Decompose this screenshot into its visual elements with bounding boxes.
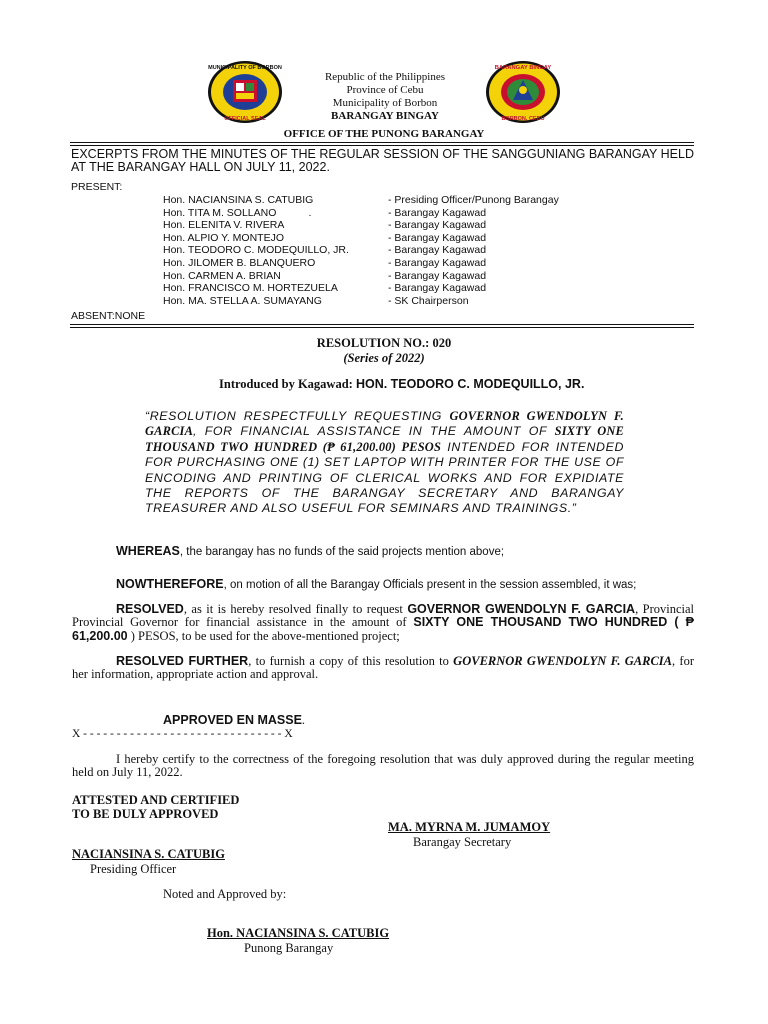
present-label: PRESENT: (71, 181, 123, 193)
resolution-series: (Series of 2022) (343, 351, 425, 365)
resolved-text-1: , as it is hereby resolved finally to request (183, 602, 408, 616)
presiding-title: Presiding Officer (90, 862, 177, 876)
quote-part-2: , FOR FINANCIAL ASSISTANCE IN THE AMOUNT OF (193, 424, 555, 439)
introduced-by-label: Introduced by Kagawad: (219, 377, 353, 391)
secretary-signature (388, 820, 550, 850)
member-role: - Barangay Kagawad (388, 244, 487, 257)
resolved-further-lead: RESOLVED FURTHER (116, 654, 249, 668)
introduced-by (219, 377, 584, 392)
member-name: Hon. CARMEN A. BRIAN (163, 269, 281, 282)
approved-dot: . (301, 713, 306, 727)
svg-text:OFFICIAL SEAL: OFFICIAL SEAL (224, 116, 266, 122)
nowtherefore-lead: NOWTHEREFORE (116, 577, 224, 591)
approved-en-masse (163, 713, 305, 728)
whereas-paragraph (72, 545, 694, 559)
absent-label: ABSENT:NONE (71, 310, 146, 322)
member-name: Hon. NACIANSINA S. CATUBIG (163, 194, 314, 206)
quote-part-1: “RESOLUTION RESPECTFULLY REQUESTING (145, 409, 450, 423)
secretary-title: Barangay Secretary (413, 835, 512, 849)
header-block (260, 71, 510, 123)
header-province: Province of Cebu (346, 84, 424, 96)
svg-text:BORBON, CEBU: BORBON, CEBU (501, 116, 545, 122)
member-name: Hon. TEODORO C. MODEQUILLO, JR. (163, 244, 349, 257)
svg-text:MUNICIPALITY OF BORBON: MUNICIPALITY OF BORBON (208, 65, 282, 71)
resolved-further-text-1: , to furnish a copy of this resolution to (248, 654, 454, 668)
nowtherefore-paragraph (72, 578, 694, 592)
punong-title: Punong Barangay (244, 941, 334, 955)
attested-line-2: TO BE DULY APPROVED (72, 807, 219, 821)
member-name: Hon. TITA M. SOLLANO . (163, 206, 312, 219)
header-municipality: Municipality of Borbon (332, 97, 438, 109)
member-name: Hon. ALPIO Y. MONTEJO (163, 231, 284, 244)
resolved-text-3: ) PESOS, to be used for the above-mentioned project; (127, 628, 400, 643)
member-row (163, 270, 559, 283)
member-row (163, 194, 559, 207)
minutes-intro: EXCERPTS FROM THE MINUTES OF THE REGULAR SESSION OF THE SANGGUNIANG BARANGAY HELD AT THE BARANGAY HALL ON JULY 11, 2022. (71, 147, 694, 174)
resolved-further-text-2: , for her information, appropriate action and approval. (72, 654, 695, 682)
resolved-amount: SIXTY ONE THOUSAND TWO HUNDRED ( ₱ 61,200.00 (72, 615, 695, 643)
resolution-number: RESOLUTION NO.: 020 (316, 336, 452, 350)
separator-x-line: X - - - - - - - - - - - - - - - - - - - - - - - - - - - - - - X (72, 728, 293, 740)
header-barangay: BARANGAY BINGAY (331, 110, 439, 122)
member-name: Hon. ELENITA V. RIVERA (163, 219, 285, 232)
attendance-list (163, 194, 559, 307)
quote-amount: SIXTY ONE THOUSAND TWO HUNDRED (₱ 61,200.00) PESOS (145, 424, 625, 454)
member-role: - SK Chairperson (388, 294, 469, 307)
introducer-name: HON. TEODORO C. MODEQUILLO, JR. (355, 377, 585, 391)
member-role: - Barangay Kagawad (388, 269, 487, 282)
member-row (163, 207, 559, 220)
whereas-lead: WHEREAS (116, 544, 180, 558)
member-name: Hon. MA. STELLA A. SUMAYANG (163, 294, 322, 307)
presiding-name: NACIANSINA S. CATUBIG (72, 847, 225, 861)
resolved-governor: GOVERNOR GWENDOLYN F. GARCIA (407, 602, 636, 616)
member-name: Hon. JILOMER B. BLANQUERO (163, 256, 316, 269)
attested-line-1: ATTESTED AND CERTIFIED (72, 793, 240, 807)
member-row (163, 282, 559, 295)
secretary-name: MA. MYRNA M. JUMAMOY (388, 820, 551, 834)
member-row (163, 232, 559, 245)
header-republic: Republic of the Philippines (324, 71, 446, 83)
certification-text: I hereby certify to the correctness of the foregoing resolution that was duly approved during the regular meeting held on July 11, 2022. (72, 752, 694, 780)
svg-text:BARANGAY BINGAY: BARANGAY BINGAY (494, 65, 552, 71)
quote-governor: GOVERNOR GWENDOLYN F. GARCIA (145, 409, 624, 439)
member-role: - Barangay Kagawad (388, 256, 487, 269)
member-role: - Barangay Kagawad (388, 231, 487, 244)
resolved-further-governor: GOVERNOR GWENDOLYN F. GARCIA (453, 654, 673, 668)
member-name: Hon. FRANCISCO M. HORTEZUELA (163, 282, 338, 295)
member-row (163, 295, 559, 308)
member-role: - Barangay Kagawad (388, 282, 487, 295)
noted-label: Noted and Approved by: (163, 887, 287, 901)
resolved-paragraph (72, 603, 694, 643)
resolved-lead: RESOLVED (116, 602, 184, 616)
attested-block (72, 793, 239, 821)
resolved-further-paragraph (72, 655, 694, 682)
header-rule (70, 142, 694, 146)
presiding-signature (72, 847, 225, 877)
whereas-text: , the barangay has no funds of the said projects mention above; (179, 546, 505, 558)
member-row (163, 244, 559, 257)
office-title: OFFICE OF THE PUNONG BARANGAY (283, 128, 485, 140)
member-role: - Presiding Officer/Punong Barangay (388, 194, 559, 206)
resolved-text-2: , Provincial Provincial Governor for financial assistance in the amount of (72, 602, 695, 630)
punong-name: Hon. NACIANSINA S. CATUBIG (207, 926, 390, 940)
nowtherefore-text: , on motion of all the Barangay Officials present in the session assembled, it was; (223, 579, 637, 591)
attendance-rule (70, 324, 694, 328)
member-row (163, 257, 559, 270)
certification-paragraph (72, 753, 694, 780)
punong-signature (207, 926, 389, 956)
member-row (163, 219, 559, 232)
resolution-title-quote (145, 409, 624, 517)
quote-part-3: INTENDED FOR INTENDED FOR PURCHASING ONE (1) SET LAPTOP WITH PRINTER FOR THE USE OF ENCODING AND PRINTING OF CLERICAL WORKS AND FOR EXPIDIATE THE REPORTS OF THE BARANGAY SECRETARY AND BARANGAY TREASURER AND ALSO USEFUL FOR SEMINARS AND TRAININGS.” (145, 439, 624, 516)
approved-text: APPROVED EN MASSE (163, 713, 302, 727)
member-role: - Barangay Kagawad (388, 219, 487, 232)
member-role: - Barangay Kagawad (388, 206, 487, 219)
